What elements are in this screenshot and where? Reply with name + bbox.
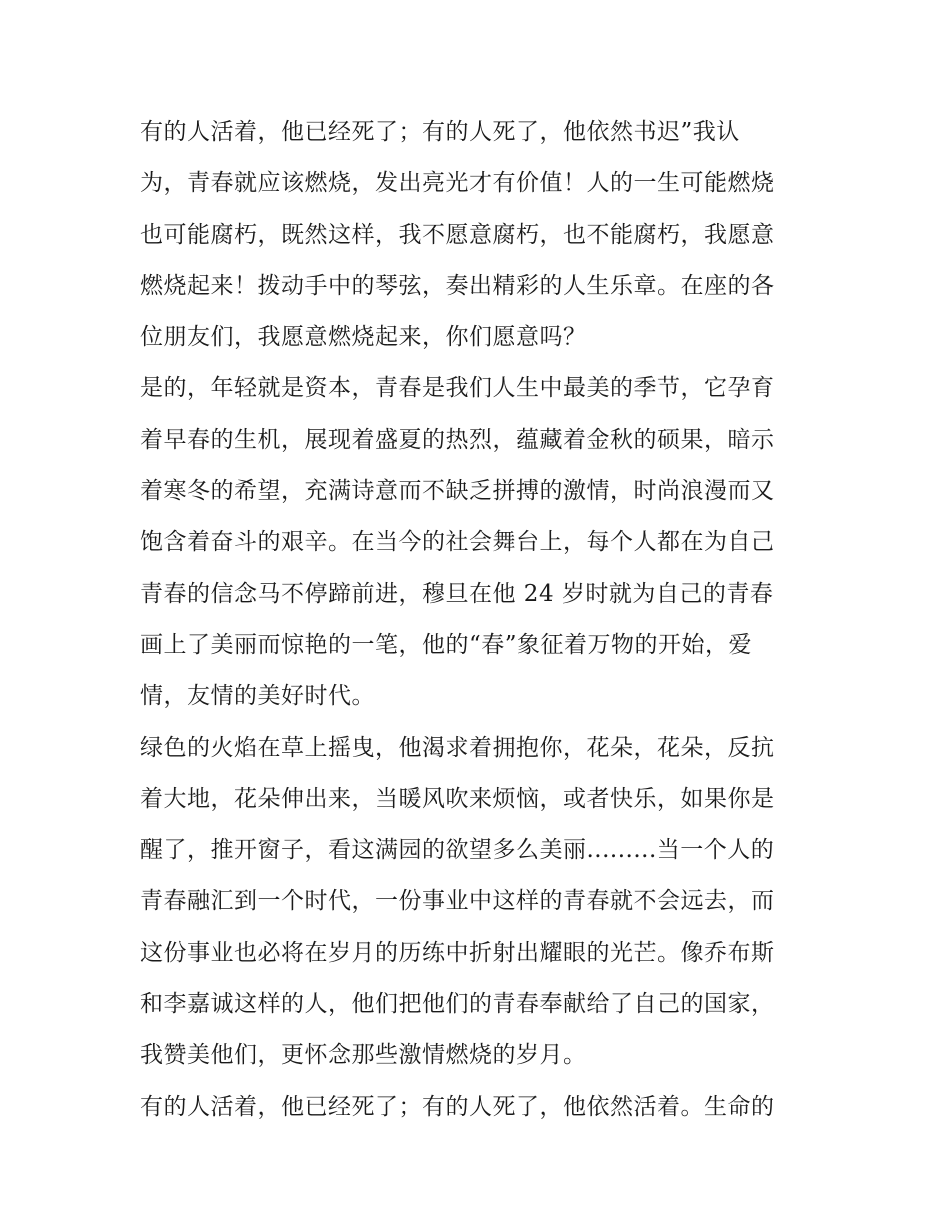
text-line: 青春融汇到一个时代，一份事业中这样的青春就不会远去，而 xyxy=(140,888,775,915)
text-line: 这份事业也必将在岁月的历练中折射出耀眼的光芒。像乔布斯 xyxy=(140,939,775,966)
text-line: 有的人活着，他已经死了；有的人死了，他依然书迟”我认 xyxy=(140,119,740,145)
text-line: 青春的信念马不停蹄前进，穆旦在他 24 岁时就为自己的青春 xyxy=(140,580,774,607)
text-line: 有的人活着，他已经死了；有的人死了，他依然活着。生命的 xyxy=(140,1093,775,1120)
text-line: 为，青春就应该燃烧，发出亮光才有价值！人的一生可能燃烧 xyxy=(140,170,775,197)
text-line: 我赞美他们，更怀念那些激情燃烧的岁月。 xyxy=(140,1042,587,1069)
text-line: 燃烧起来！拨动手中的琴弦，奏出精彩的人生乐章。在座的各 xyxy=(140,272,775,299)
text-line: 着大地，花朵伸出来，当暖风吹来烦恼，或者快乐，如果你是 xyxy=(140,785,775,812)
text-line: 着寒冬的希望，充满诗意而不缺乏拼搏的激情，时尚浪漫而又 xyxy=(140,478,775,505)
text-line: 位朋友们，我愿意燃烧起来，你们愿意吗？ xyxy=(140,324,587,351)
text-line: 着早春的生机，展现着盛夏的热烈，蕴藏着金秋的硕果，暗示 xyxy=(140,426,775,453)
text-line: 和李嘉诚这样的人，他们把他们的青春奉献给了自己的国家， xyxy=(140,991,775,1018)
text-line: 是的，年轻就是资本，青春是我们人生中最美的季节，它孕育 xyxy=(140,375,775,402)
body-text xyxy=(140,109,830,1135)
text-line: 也可能腐朽，既然这样，我不愿意腐朽，也不能腐朽，我愿意 xyxy=(140,221,775,248)
text-line: 饱含着奋斗的艰辛。在当今的社会舞台上，每个人都在为自己 xyxy=(140,529,775,556)
text-line: 情，友情的美好时代。 xyxy=(140,683,375,710)
text-line: 醒了，推开窗子，看这满园的欲望多么美丽.........当一个人的 xyxy=(140,837,775,864)
text-line: 绿色的火焰在草上摇曳，他渴求着拥抱你，花朵，花朵，反抗 xyxy=(140,734,775,761)
text-line: 画上了美丽而惊艳的一笔，他的“春”象征着万物的开始，爱 xyxy=(140,631,753,658)
